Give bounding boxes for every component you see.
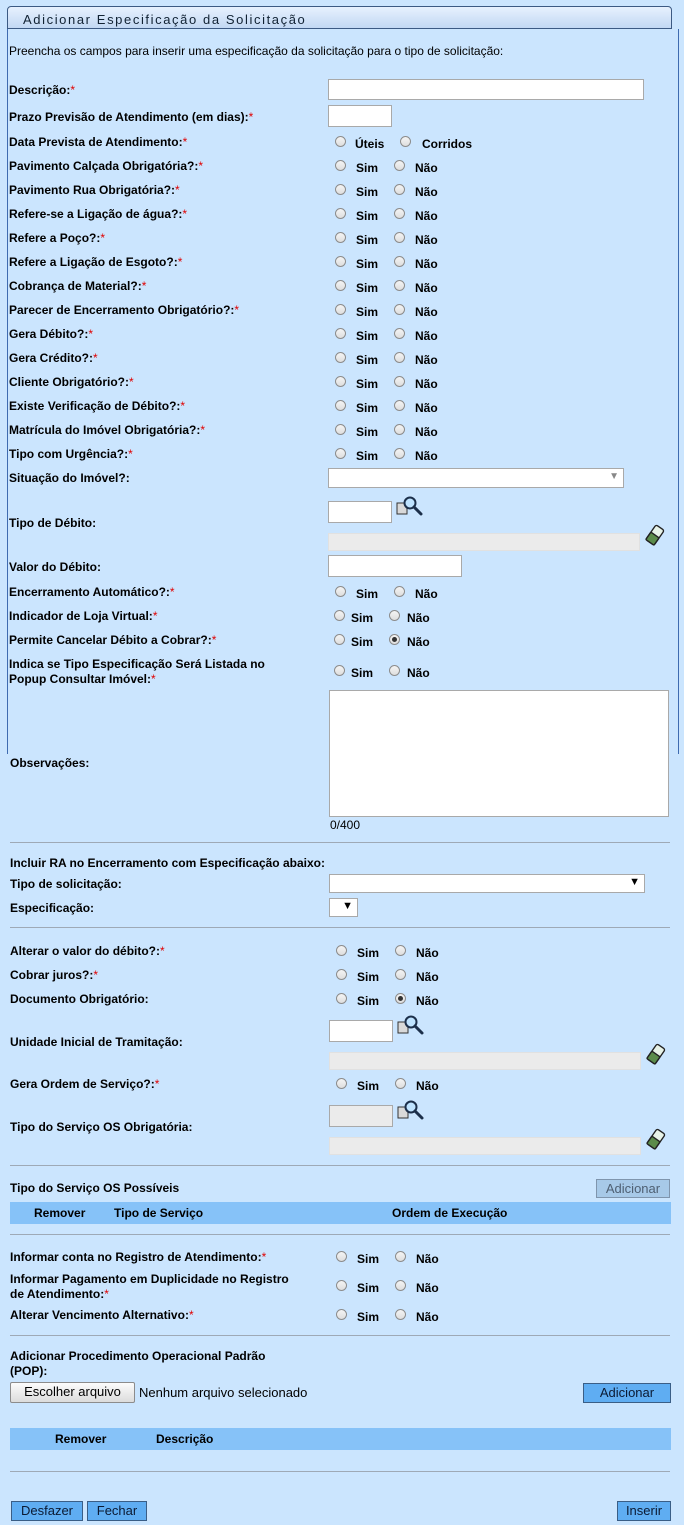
informar-conta-sim-label: Sim: [357, 1252, 380, 1266]
documento-sim-label: Sim: [357, 994, 380, 1008]
servico-os-description: [329, 1137, 641, 1155]
chevron-down-icon: ▼: [342, 900, 353, 912]
valor-debito-input[interactable]: [328, 555, 462, 577]
venc-alt-sim-radio[interactable]: [336, 1309, 347, 1320]
cobranca-nao-label: Não: [415, 281, 438, 295]
radio-uteis[interactable]: [335, 136, 346, 147]
eraser-icon[interactable]: [646, 1043, 666, 1065]
cancelar-debito-sim-radio[interactable]: [334, 634, 345, 645]
cobrar-juros-nao-label: Não: [416, 970, 439, 984]
tipo-solicitacao-select[interactable]: [329, 874, 645, 893]
loja-virtual-nao-label: Não: [407, 611, 430, 625]
cobranca-sim-radio[interactable]: [335, 280, 346, 291]
adicionar-pop-button[interactable]: Adicionar: [583, 1383, 671, 1403]
pop-label: Adicionar Procedimento Operacional Padrão (POP):: [10, 1349, 266, 1378]
cancelar-debito-label: Permite Cancelar Débito a Cobrar?:*: [9, 633, 217, 647]
matricula-nao-label: Não: [415, 425, 438, 439]
desfazer-button[interactable]: Desfazer: [11, 1501, 83, 1521]
loja-virtual-label: Indicador de Loja Virtual:*: [9, 609, 158, 623]
lig-agua-nao-label: Não: [415, 209, 438, 223]
intro-text: Preencha os campos para inserir uma especificação da solicitação para o tipo de solicitação:: [9, 44, 504, 58]
alterar-valor-nao-label: Não: [416, 946, 439, 960]
pop-table-header: [10, 1428, 671, 1450]
popup-nao-label: Não: [407, 666, 430, 680]
gera-debito-label: Gera Débito?:*: [9, 327, 94, 341]
pav-calcada-sim-radio[interactable]: [335, 160, 346, 171]
informar-conta-sim-radio[interactable]: [336, 1251, 347, 1262]
pag-duplicidade-sim-radio[interactable]: [336, 1280, 347, 1291]
lig-agua-sim-radio[interactable]: [335, 208, 346, 219]
gera-credito-sim-label: Sim: [356, 353, 379, 367]
popup-sim-label: Sim: [351, 666, 374, 680]
popup-sim-radio[interactable]: [334, 665, 345, 676]
cobrar-juros-nao-radio[interactable]: [395, 969, 406, 980]
gera-credito-nao-radio[interactable]: [394, 352, 405, 363]
documento-label: Documento Obrigatório:: [10, 992, 149, 1006]
urgencia-label: Tipo com Urgência?:*: [9, 447, 133, 461]
adicionar-servico-button[interactable]: Adicionar: [596, 1179, 670, 1198]
descricao-input[interactable]: [328, 79, 644, 100]
cobranca-label: Cobrança de Material?:*: [9, 279, 147, 293]
matricula-nao-radio[interactable]: [394, 424, 405, 435]
documento-nao-label: Não: [416, 994, 439, 1008]
cliente-nao-radio[interactable]: [394, 376, 405, 387]
enc-auto-label: Encerramento Automático?:*: [9, 585, 175, 599]
enc-auto-nao-radio[interactable]: [394, 586, 405, 597]
enc-auto-sim-radio[interactable]: [335, 586, 346, 597]
lig-esgoto-sim-radio[interactable]: [335, 256, 346, 267]
cobrar-juros-sim-radio[interactable]: [336, 969, 347, 980]
pav-calcada-sim-label: Sim: [356, 161, 379, 175]
gera-credito-sim-radio[interactable]: [335, 352, 346, 363]
search-icon[interactable]: [397, 1099, 425, 1121]
urgencia-sim-radio[interactable]: [335, 448, 346, 459]
frame-left-border: [7, 29, 8, 754]
fechar-button[interactable]: Fechar: [87, 1501, 147, 1521]
verif-debito-sim-radio[interactable]: [335, 400, 346, 411]
eraser-icon[interactable]: [646, 1128, 666, 1150]
search-icon[interactable]: [397, 1014, 425, 1036]
pav-calcada-label: Pavimento Calçada Obrigatória?:*: [9, 159, 204, 173]
venc-alt-sim-label: Sim: [357, 1310, 380, 1324]
popup-label: Indica se Tipo Especificação Será Listada no Popup Consultar Imóvel:*: [9, 657, 265, 686]
frame-right-border: [678, 29, 679, 754]
divider: [10, 842, 670, 843]
gera-debito-sim-radio[interactable]: [335, 328, 346, 339]
divider: [10, 927, 670, 928]
alterar-valor-nao-radio[interactable]: [395, 945, 406, 956]
page-title: Adicionar Especificação da Solicitação: [23, 12, 307, 27]
gera-credito-nao-label: Não: [415, 353, 438, 367]
gera-debito-nao-label: Não: [415, 329, 438, 343]
inserir-button[interactable]: Inserir: [617, 1501, 671, 1521]
alterar-valor-sim-radio[interactable]: [336, 945, 347, 956]
gera-debito-nao-radio[interactable]: [394, 328, 405, 339]
eraser-icon[interactable]: [645, 524, 665, 546]
divider: [10, 1335, 670, 1336]
th-remover: Remover: [55, 1432, 107, 1446]
lig-esgoto-label: Refere a Ligação de Esgoto?:*: [9, 255, 183, 269]
pag-duplicidade-nao-label: Não: [416, 1281, 439, 1295]
th-remover: Remover: [34, 1206, 86, 1220]
cancelar-debito-sim-label: Sim: [351, 635, 374, 649]
unidade-input[interactable]: [329, 1020, 393, 1042]
poco-sim-label: Sim: [356, 233, 379, 247]
urgencia-nao-radio[interactable]: [394, 448, 405, 459]
alterar-valor-label: Alterar o valor do débito?:*: [10, 944, 165, 958]
prazo-input[interactable]: [328, 105, 392, 127]
parecer-label: Parecer de Encerramento Obrigatório?:*: [9, 303, 240, 317]
prazo-label: Prazo Previsão de Atendimento (em dias):*: [9, 110, 254, 124]
lig-esgoto-nao-label: Não: [415, 257, 438, 271]
radio-corridos-label: Corridos: [422, 137, 473, 151]
poco-label: Refere a Poço?:*: [9, 231, 106, 245]
tipo-debito-description: [328, 533, 640, 551]
incluir-ra-label: Incluir RA no Encerramento com Especificação abaixo:: [10, 856, 325, 870]
especificacao-select[interactable]: [329, 898, 358, 917]
gera-os-nao-label: Não: [416, 1079, 439, 1093]
chevron-down-icon: ▼: [609, 471, 619, 482]
divider: [10, 1234, 670, 1235]
pag-duplicidade-sim-label: Sim: [357, 1281, 380, 1295]
servico-os-label: Tipo do Serviço OS Obrigatória:: [10, 1120, 193, 1134]
verif-debito-nao-radio[interactable]: [394, 400, 405, 411]
pav-rua-sim-radio[interactable]: [335, 184, 346, 195]
lig-agua-sim-label: Sim: [356, 209, 379, 223]
situacao-select[interactable]: [328, 468, 624, 488]
gera-os-sim-label: Sim: [357, 1079, 380, 1093]
pav-rua-sim-label: Sim: [356, 185, 379, 199]
venc-alt-nao-label: Não: [416, 1310, 439, 1324]
venc-alt-nao-radio[interactable]: [395, 1309, 406, 1320]
alterar-valor-sim-label: Sim: [357, 946, 380, 960]
unidade-description: [329, 1052, 641, 1070]
poco-sim-radio[interactable]: [335, 232, 346, 243]
cobrar-juros-sim-label: Sim: [357, 970, 380, 984]
pag-duplicidade-nao-radio[interactable]: [395, 1280, 406, 1291]
verif-debito-label: Existe Verificação de Débito?:*: [9, 399, 186, 413]
situacao-label: Situação do Imóvel?:: [9, 471, 130, 485]
th-descricao: Descrição: [156, 1432, 214, 1446]
divider: [10, 1165, 670, 1166]
enc-auto-sim-label: Sim: [356, 587, 379, 601]
lig-agua-label: Refere-se a Ligação de água?:*: [9, 207, 188, 221]
cliente-label: Cliente Obrigatório?:*: [9, 375, 134, 389]
chevron-down-icon: ▼: [629, 876, 640, 888]
pav-calcada-nao-radio[interactable]: [394, 160, 405, 171]
gera-os-sim-radio[interactable]: [336, 1078, 347, 1089]
lig-esgoto-nao-radio[interactable]: [394, 256, 405, 267]
matricula-sim-radio[interactable]: [335, 424, 346, 435]
especificacao-label: Especificação:: [10, 901, 95, 915]
gera-os-nao-radio[interactable]: [395, 1078, 406, 1089]
matricula-sim-label: Sim: [356, 425, 379, 439]
matricula-label: Matrícula do Imóvel Obrigatória?:*: [9, 423, 206, 437]
servico-os-input[interactable]: [329, 1105, 393, 1127]
loja-virtual-sim-radio[interactable]: [334, 610, 345, 621]
poco-nao-label: Não: [415, 233, 438, 247]
th-ordem-execucao: Ordem de Execução: [392, 1206, 508, 1220]
pav-rua-nao-radio[interactable]: [394, 184, 405, 195]
loja-virtual-nao-radio[interactable]: [389, 610, 400, 621]
unidade-label: Unidade Inicial de Tramitação:: [10, 1035, 183, 1049]
pav-rua-label: Pavimento Rua Obrigatória?:*: [9, 183, 180, 197]
observacoes-label: Observações:: [10, 756, 90, 770]
pav-rua-nao-label: Não: [415, 185, 438, 199]
urgencia-nao-label: Não: [415, 449, 438, 463]
gera-os-label: Gera Ordem de Serviço?:*: [10, 1077, 160, 1091]
gera-credito-label: Gera Crédito?:*: [9, 351, 98, 365]
escolher-arquivo-button[interactable]: Escolher arquivo: [10, 1382, 135, 1403]
verif-debito-nao-label: Não: [415, 401, 438, 415]
cliente-sim-radio[interactable]: [335, 376, 346, 387]
gera-debito-sim-label: Sim: [356, 329, 379, 343]
popup-nao-radio[interactable]: [389, 665, 400, 676]
servicos-table-header: [10, 1202, 671, 1224]
cobranca-sim-label: Sim: [356, 281, 379, 295]
cancelar-debito-nao-label: Não: [407, 635, 430, 649]
tipo-debito-label: Tipo de Débito:: [9, 516, 97, 530]
pag-duplicidade-label: Informar Pagamento em Duplicidade no Registro de Atendimento:*: [10, 1272, 289, 1301]
servico-os-possiveis-label: Tipo do Serviço OS Possíveis: [10, 1181, 180, 1195]
documento-sim-radio[interactable]: [336, 993, 347, 1004]
parecer-sim-radio[interactable]: [335, 304, 346, 315]
no-file-text: Nenhum arquivo selecionado: [139, 1385, 308, 1400]
lig-esgoto-sim-label: Sim: [356, 257, 379, 271]
cliente-nao-label: Não: [415, 377, 438, 391]
search-icon[interactable]: [396, 495, 424, 517]
loja-virtual-sim-label: Sim: [351, 611, 374, 625]
cobranca-nao-radio[interactable]: [394, 280, 405, 291]
observacoes-counter: 0/400: [330, 818, 361, 832]
cancelar-debito-nao-radio[interactable]: [389, 634, 400, 645]
cliente-sim-label: Sim: [356, 377, 379, 391]
informar-conta-label: Informar conta no Registro de Atendimento:*: [10, 1250, 267, 1264]
th-tipo-servico: Tipo de Serviço: [114, 1206, 204, 1220]
observacoes-textarea[interactable]: [329, 690, 669, 817]
valor-debito-label: Valor do Débito:: [9, 560, 102, 574]
radio-uteis-label: Úteis: [355, 137, 385, 151]
poco-nao-radio[interactable]: [394, 232, 405, 243]
enc-auto-nao-label: Não: [415, 587, 438, 601]
data-prevista-label: Data Prevista de Atendimento:*: [9, 135, 188, 149]
radio-corridos[interactable]: [400, 136, 411, 147]
informar-conta-nao-label: Não: [416, 1252, 439, 1266]
divider: [10, 1471, 670, 1472]
venc-alt-label: Alterar Vencimento Alternativo:*: [10, 1308, 194, 1322]
parecer-nao-label: Não: [415, 305, 438, 319]
informar-conta-nao-radio[interactable]: [395, 1251, 406, 1262]
urgencia-sim-label: Sim: [356, 449, 379, 463]
descricao-label: Descrição:*: [9, 83, 76, 97]
parecer-sim-label: Sim: [356, 305, 379, 319]
cobrar-juros-label: Cobrar juros?:*: [10, 968, 99, 982]
lig-agua-nao-radio[interactable]: [394, 208, 405, 219]
documento-nao-radio[interactable]: [395, 993, 406, 1004]
pav-calcada-nao-label: Não: [415, 161, 438, 175]
tipo-solicitacao-label: Tipo de solicitação:: [10, 877, 122, 891]
parecer-nao-radio[interactable]: [394, 304, 405, 315]
tipo-debito-input[interactable]: [328, 501, 392, 523]
verif-debito-sim-label: Sim: [356, 401, 379, 415]
